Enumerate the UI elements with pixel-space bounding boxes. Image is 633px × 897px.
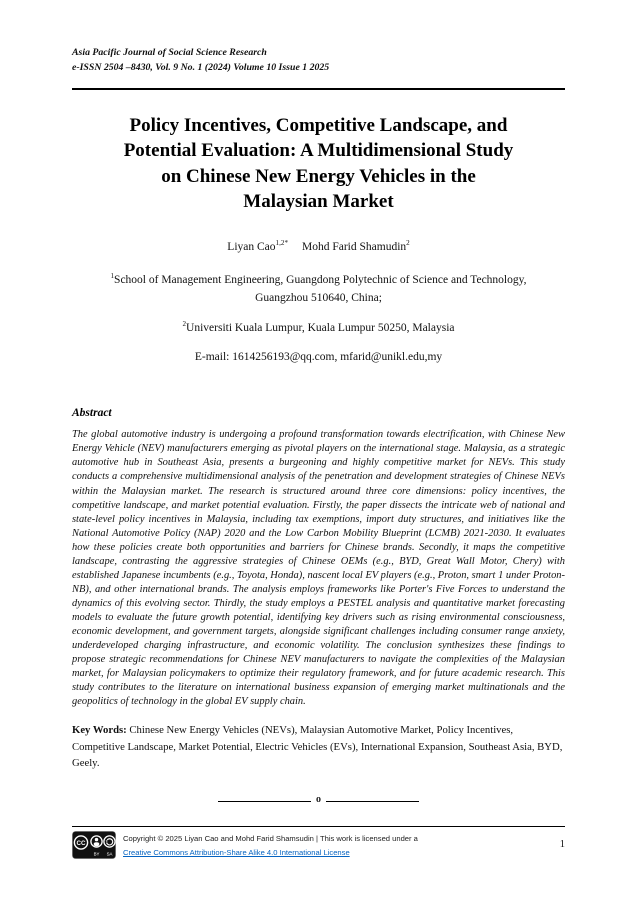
title-line-4: Malaysian Market: [243, 190, 394, 212]
title-line-1: Policy Incentives, Competitive Landscape, and: [129, 115, 508, 137]
journal-header: [72, 46, 565, 75]
by-label: BY: [93, 851, 100, 857]
license-link[interactable]: Creative Commons Attribution-Share Alike 4.0 International License: [123, 848, 350, 858]
affiliation-2-superscript: 2: [182, 320, 187, 329]
keywords-text: Chinese New Energy Vehicles (NEVs), Malaysian Automotive Market, Policy Incentives, Competitive Landscape, Market Potential, Electric Vehicles (EVs), International Expansion, Southeast Asia, BYD, Geely.: [72, 724, 563, 769]
journal-name: Asia Pacific Journal of Social Science Research: [72, 47, 267, 58]
separator-line-right: [326, 801, 419, 802]
author-2: Mohd Farid Shamudin$^2$: [302, 238, 410, 253]
affiliation-1: [72, 272, 565, 308]
sa-label: SA: [106, 851, 113, 857]
email-line: E-mail: 1614256193@qq.com, mfarid@unikl.edu,my: [194, 351, 443, 364]
authors-line: [72, 238, 565, 253]
paper-title: [72, 113, 565, 213]
affiliation-1-line2: Guangzhou 510640, China;: [255, 291, 382, 304]
page-footer: [72, 826, 565, 860]
header-divider: [72, 88, 565, 90]
separator-ornament: o: [316, 794, 321, 806]
creative-commons-badge-icon: [72, 831, 116, 859]
author-2-superscript: 2: [406, 238, 410, 247]
affiliation-2: [72, 322, 565, 334]
page-number: 1: [559, 839, 565, 850]
keywords-paragraph: [72, 722, 565, 771]
abstract-body: The global automotive industry is undergoing a profound transformation towards electrification, with Chinese New Energy Vehicle (NEV) manufacturers emerging as pivotal players on the international stage. Malaysia, as a strategic automotive hub in Southeast Asia, presents a burgeoning and highly competitive market for NEVs. This study conducts a comprehensive multidimensional analysis of the penetration and development strategies of Chinese NEVs within the Malaysian market. The research is structured around three core dimensions: policy incentives, the competitive landscape, and market potential evaluation. Firstly, the paper dissects the intricate web of national and state-level policy incentives in Malaysia, including tax exemptions, import duty structures, and initiatives like the National Automotive Policy (NAP) 2020 and the Low Carbon Mobility Blueprint (LCMB) 2021-2030. It evaluates how these policies create both opportunities and barriers for Chinese brands. Secondly, it maps the competitive landscape, contrasting the aggressive strategies of Chinese OEMs (e.g., BYD, Great Wall Motor, Chery) with established Japanese incumbents (e.g., Toyota, Honda), nascent local EV players (e.g., Proton, smart 1 under Proton-NB), and other international brands. The analysis employs frameworks like Porter's Five Forces to understand the dynamics of this evolving sector. Thirdly, the study employs a PESTEL analysis and quantitative market forecasting models to evaluate the future growth potential, identifying key drivers such as rising environmental consciousness, economic development, and government targets, alongside significant challenges including consumer range anxiety, underdeveloped charging infrastructure, and economic volatility. The conclusion synthesizes these findings to propose strategic recommendations for Chinese NEV manufacturers to navigate the complexities of the Malaysian market, for Malaysian policymakers to optimize their regulatory framework, and for future academic research. This study contributes to the literature on international business expansion of emerging market multinationals and the geopolitics of technology in the global EV supply chain.: [72, 429, 565, 708]
affiliation-1-superscript: 1: [110, 271, 115, 280]
affiliation-1-line1: School of Management Engineering, Guangdong Polytechnic of Science and Technology,: [114, 273, 527, 286]
cc-icon: CC: [76, 840, 86, 847]
copyright-block: [123, 831, 552, 860]
copyright-text: Copyright © 2025 Liyan Cao and Mohd Farid Shamsudin | This work is licensed under a: [123, 834, 418, 843]
keywords-label: Key Words:: [72, 724, 127, 737]
affiliation-2-line1: Universiti Kuala Lumpur, Kuala Lumpur 50250, Malaysia: [186, 322, 455, 335]
author-1-superscript: 1,2*: [275, 238, 288, 247]
abstract-heading: Abstract: [72, 407, 112, 420]
title-line-2: Potential Evaluation: A Multidimensional Study: [123, 140, 514, 162]
title-line-3: on Chinese New Energy Vehicles in the: [161, 165, 476, 187]
journal-issue-info: e-ISSN 2504 –8430, Vol. 9 No. 1 (2024) Volume 10 Issue 1 2025: [72, 61, 330, 73]
footer-divider: [72, 826, 565, 827]
author-1: Liyan Cao$^{1,2*}$: [227, 238, 288, 253]
section-separator: [72, 796, 565, 806]
separator-line-left: [218, 801, 311, 802]
